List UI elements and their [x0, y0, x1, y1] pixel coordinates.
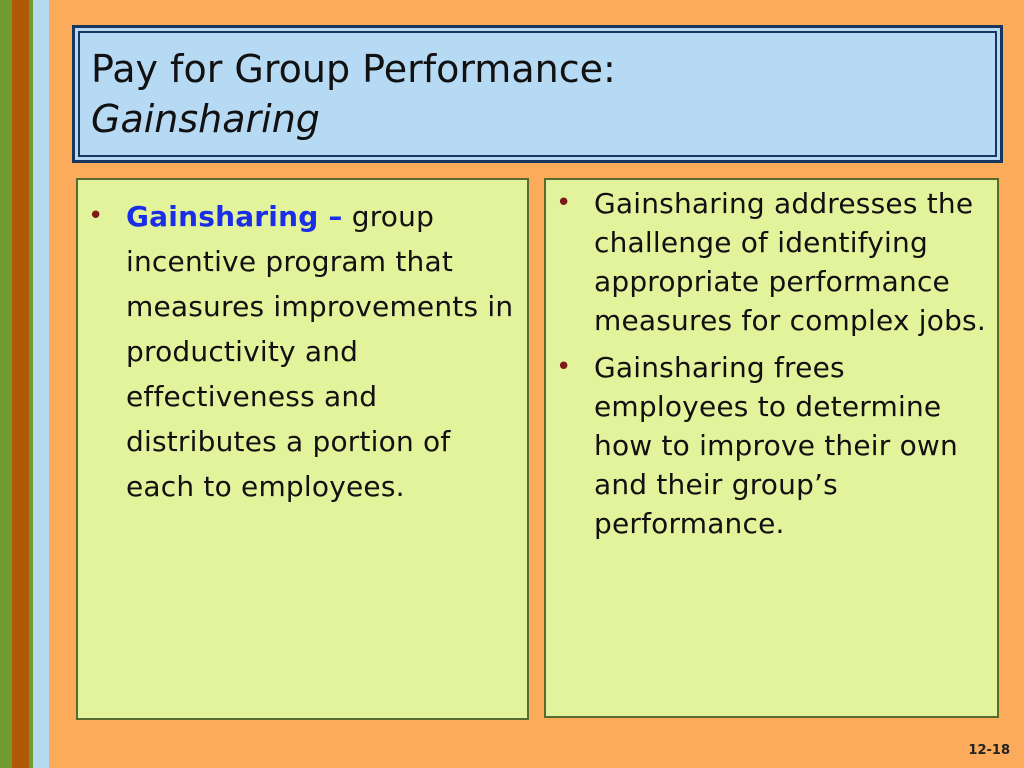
- bullet-icon: •: [556, 188, 572, 218]
- title-line-2: Gainsharing: [91, 97, 320, 141]
- left-content-panel: [76, 178, 529, 720]
- definition-term: Gainsharing –: [126, 200, 343, 233]
- stripe-green-1: [0, 0, 12, 768]
- bullet-text: Gainsharing addresses the challenge of identifying appropriate performance measures for complex jobs.: [594, 187, 986, 337]
- right-content-panel: [544, 178, 999, 718]
- slide-title: [91, 44, 616, 144]
- definition-text: group incentive program that measures improvements in productivity and effectiveness and distributes a portion of each to employees.: [126, 200, 514, 503]
- slide-number: 12-18: [968, 743, 1010, 758]
- bullet-item: [546, 184, 989, 340]
- bullet-item: [78, 194, 515, 509]
- bullet-text: Gainsharing frees employees to determine how to improve their own and their group’s performance.: [594, 351, 958, 540]
- title-line-1: Pay for Group Performance:: [91, 47, 616, 91]
- bullet-icon: •: [88, 201, 104, 231]
- stripe-orange: [12, 0, 29, 768]
- bullet-item: [546, 348, 989, 543]
- stripe-blue: [33, 0, 49, 768]
- title-box: [73, 26, 1002, 162]
- bullet-icon: •: [556, 352, 572, 382]
